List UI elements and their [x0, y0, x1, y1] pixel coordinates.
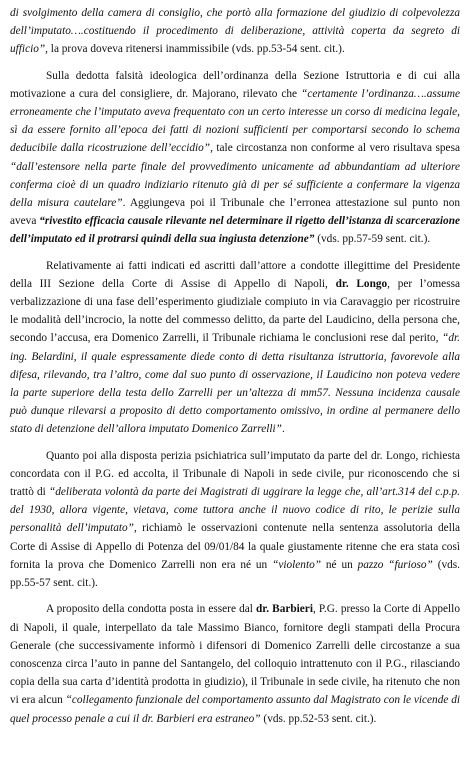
text-run: (vds. pp.57-59 sent. cit.).: [314, 233, 431, 246]
text-run: “collegamento funzionale del comportamento assunto dal Magistrato con le vicende di quel processo penale a cui il dr. Barbieri era estraneo”: [10, 694, 460, 725]
text-run: , per l’omessa verbalizzazione di una fase dell’esperimento giudiziale compiuto in via Caravaggio per ricostruire le modalità dell’incrocio, la notte del commesso delitto, da parte del Laudicino, della persona che, secondo l’accusa, era Domenico Zarrelli, il Tribunale richiama le conclusioni rese dal perito,: [10, 277, 461, 345]
text-run: , tale circostanza non conforme al vero risultava spesa: [210, 142, 460, 155]
paragraph-5: [10, 600, 460, 727]
text-run: .: [281, 423, 285, 436]
text-run: , richiamò le osservazioni contenute nella sentenza assolutoria della Corte di Assise di Appello di Potenza del 09/01/84 la quale giustamente ritenne che era stata così fornita la prova che Domenico Zarrelli non era né un: [10, 522, 460, 571]
paragraph-2: [10, 67, 460, 249]
text-run: “rivestito efficacia causale rilevante nel determinare il rigetto dell’istanza di scarcerazione dell’imputato ed il protrarsi quindi della sua ingiusta detenzione”: [10, 215, 460, 246]
text-run: “violento”: [272, 558, 322, 571]
text-run: pazzo “furioso”: [357, 558, 433, 571]
text-run: Sulla dedotta falsità ideologica dell’ordinanza della Sezione Istruttoria e di cui alla motivazione a cura del consigliere, dr. Majorano, rilevato che: [10, 69, 460, 100]
text-run: dr. Barbieri: [255, 603, 313, 616]
text-run: di svolgimento della camera di consiglio, che portò alla formazione del giudizio di colpevolezza dell’imputato….costituendo il procedimento di deliberazione, attività coperta da segreto di ufficio”: [10, 7, 460, 56]
paragraph-3: [10, 257, 460, 439]
text-run: “dr. ing. Belardini, il quale espressamente diede conto di detta risultanza istruttoria, favorevole alla difesa, rilevando, tra l’altro, come dal suo punto di osservazione, il Laudicino non poteva vedere la parte superiore della testa dello Zarrelli per un’altezza di mm57. Nessuna incidenza causale può dunque rilevarsi a proposito di detto comportamento omissivo, in ordine al permanere dello stato di detenzione dell’allora imputato Domenico Zarrelli”: [10, 332, 460, 436]
text-run: dr. Longo: [335, 277, 388, 290]
paragraph-1: [10, 4, 460, 59]
text-run: “dall’estensore nella parte finale del provvedimento unicamente ad abbundantiam ad ulteriore conferma cioè di un quadro indiziario ritenuto già di per sé sufficiente a confermare la vigenza della misura cautelare”: [10, 160, 460, 210]
text-run: “deliberata volontà da parte dei Magistrati di uggirare la legge che, all’art.314 del c.p.p. del 1930, allora vigente, vietava, come tuttora anche il nuovo codice di rito, le perizie sulla personalità dell’imputato”: [10, 486, 460, 535]
text-run: (vds. pp.52-53 sent. cit.).: [260, 712, 377, 725]
text-run: , P.G. presso la Corte di Appello di Napoli, il quale, interpellato da tale Massimo Bianco, fornitore degli stampati della Procura Generale (che successivamente informò i difensori di Domenico Zarrelli delle circostanze a sua conoscenza circa l’auto in panne del Santangelo, del colloquio intrattenuto con il P.G., rilasciando copia della sua carta d’identità prodotta in giudizio), il Tribunale in sede civile, ha ritenuto che non vi era alcun: [10, 603, 460, 707]
text-run: Quanto poi alla disposta perizia psichiatrica sull’imputato da parte del dr. Longo, richiesta concordata con il P.G. ed accolta, il Tribunale di Napoli in sede civile, pur riconoscendo che si trattò di: [10, 449, 460, 499]
text-run: Relativamente ai fatti indicati ed ascritti dall’attore a condotte illegittime del Presidente della III Sezione della Corte di Assise di Appello di Napoli,: [10, 259, 460, 290]
text-run: (vds. pp.55-57 sent. cit.).: [10, 558, 460, 590]
text-run: né un: [321, 558, 358, 571]
text-run: . Aggiungeva poi il Tribunale che l’erronea attestazione sul punto non aveva: [10, 197, 460, 228]
paragraph-4: [10, 447, 460, 593]
text-run: , la prova doveva ritenersi inammissibile (vds. pp.53-54 sent. cit.).: [45, 43, 345, 56]
text-run: “certamente l’ordinanza….assume erroneamente che l’imputato aveva frequentato con un certo interesse un corso di medicina legale, sì da essere fornito all’epoca dei fatti di nozioni sufficienti per comportarsi secondo lo schema deducibile dalla ricostruzione dell’eccidio”: [10, 87, 460, 155]
text-run: A proposito della condotta posta in essere dal: [46, 603, 256, 616]
